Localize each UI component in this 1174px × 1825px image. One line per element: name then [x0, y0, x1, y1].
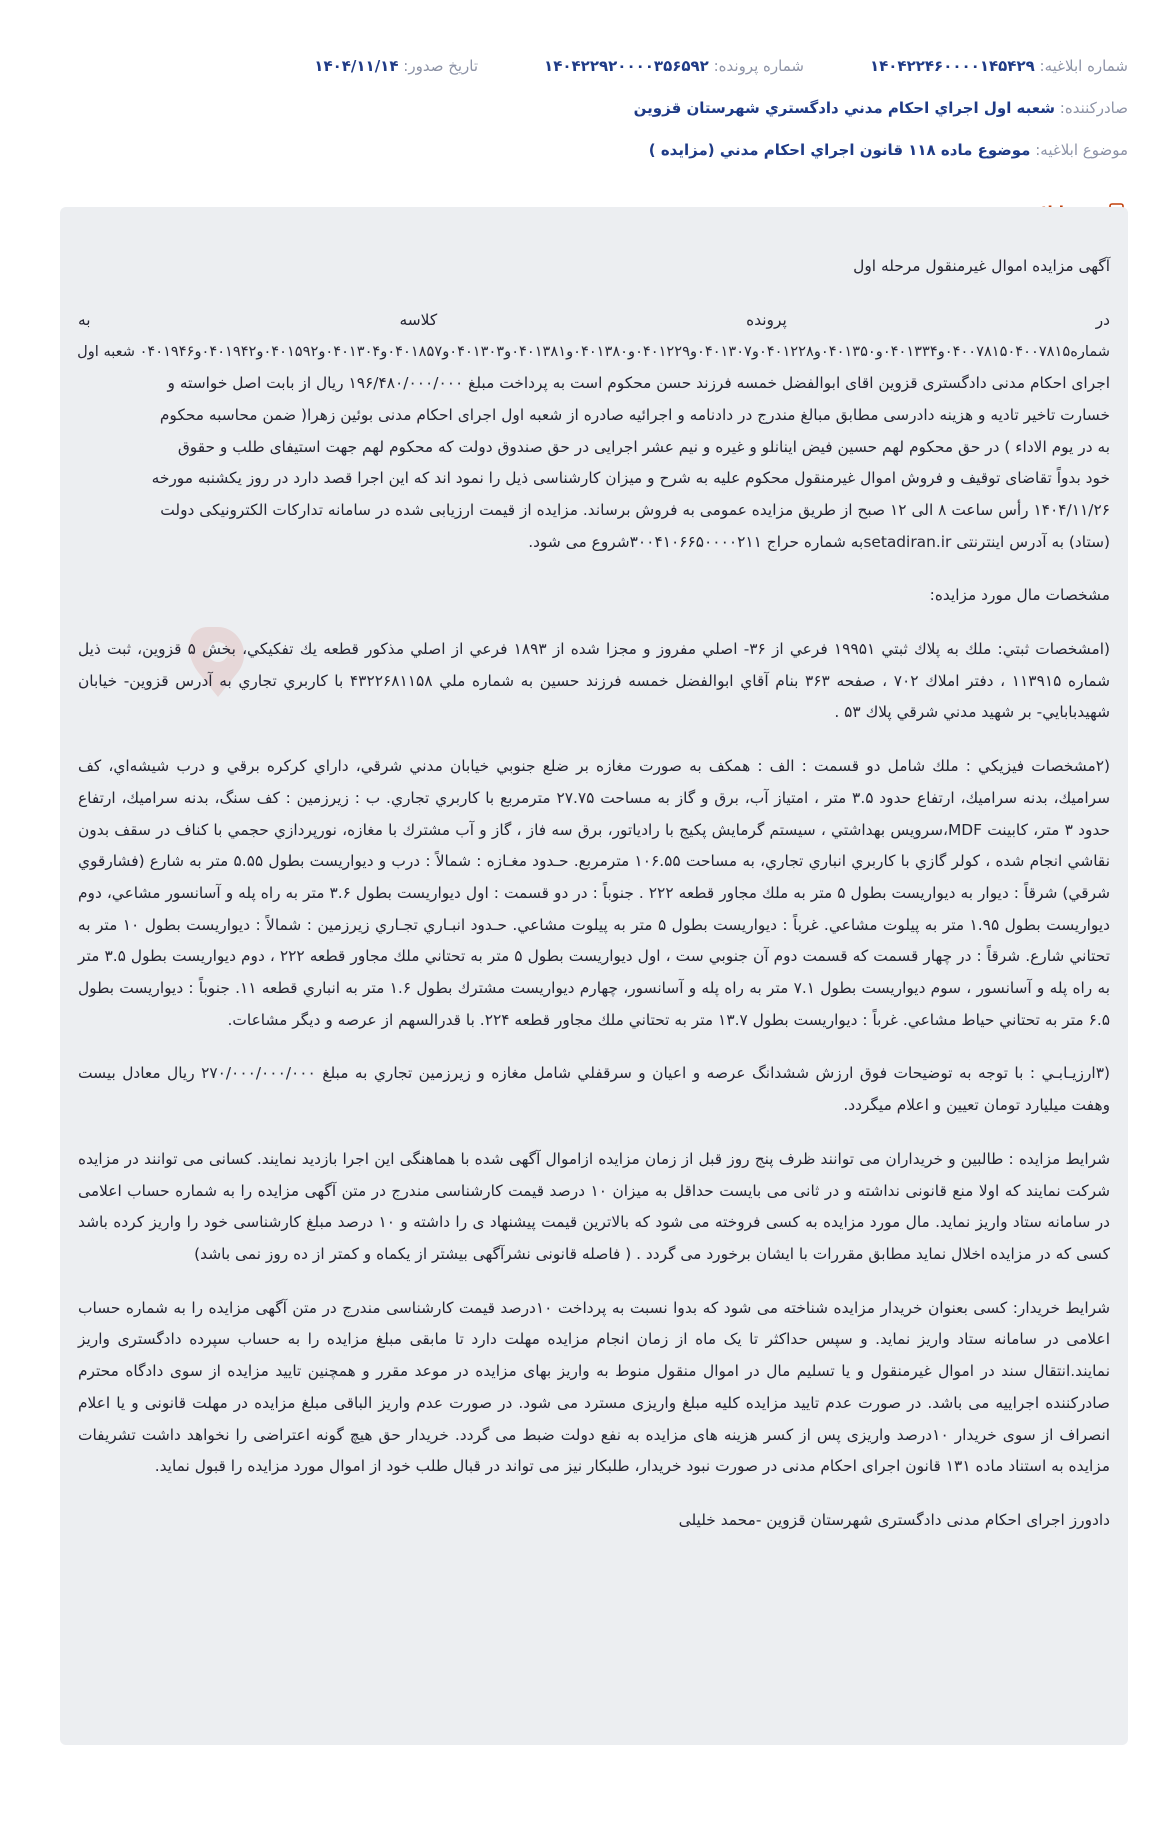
signature: دادورز اجرای احکام مدنی دادگستری شهرستان قزوین -محمد خلیلی	[678, 1510, 1110, 1529]
valuation: (۳ارزيـابـي : با توجه به توضيحات فوق ارزش ششدانگ عرصه و اعيان و سرقفلي شامل مغازه و زيرزمين تجاري به مبلغ ۲۷۰/۰۰۰/۰۰۰/۰۰۰ ريال معادل بيست وهفت ميليارد تومان تعيين و اعلام ميگردد.	[78, 1064, 1110, 1115]
registry-spec: (امشخصات ثبتي: ملك به پلاك ثبتي ۱۹۹۵۱ فرعي از ۳۶- اصلي مفروز و مجزا شده از ۱۸۹۳ فرعي از اصلي مذكور قطعه يك تفكيكي، بخش ۵ قزوين، ثبت ذيل شماره ۱۱۳۹۱۵ ، دفتر املاك ۷۰۲ ، صفحه ۳۶۳ بنام آقاي ابوالفضل خمسه فرزند حسين به شماره ملي ۴۳۲۲۶۸۱۱۵۸ با كاربري تجاري به آدرس قزوين- خيابان شهيدبابايي- بر شهيد مدني شرقي پلاك ۵۳ .	[78, 640, 1110, 722]
subject: موضوع ماده ۱۱۸ قانون اجراي احكام مدني (مزايده )	[648, 141, 1031, 159]
notice-number: ۱۴۰۴۲۲۴۶۰۰۰۰۱۴۵۴۲۹	[869, 57, 1035, 75]
physical-spec: (۲مشخصات فيزيكي : ملك شامل دو قسمت : الف : همكف به صورت مغازه بر ضلع جنوبي خيابان مدني شرقي، داراي كركره برقي و درب شيشه‌اي، كف سراميك، بدنه سراميك، ارتفاع حدود ۳.۵ متر ، امتياز آب، برق و گاز به مساحت ۲۷.۷۵ مترمربع با كاربري تجاري. ب : زيرزمين : كف سنگ، بدنه سراميك، ارتفاع حدود ۳ متر، كابينت MDF،سرويس بهداشتي ، سيستم گرمايش پكيج با رادياتور، برق سه فاز ، گاز و آب مشترك با مغازه، نورپردازي حجمي با كناف در سقف بدون نقاشي انجام شده ، كولر گازي با كاربري انباري تجاري، به مساحت ۱۰۶.۵۵ مترمربع. حـدود مغـازه : شمالاً : درب و ديواريست بطول ۵.۵۵ متر به شارع (فشارقوي شرقي) شرقاً : ديوار به ديواريست بطول ۵ متر به ملك مجاور قطعه ۲۲۲ . جنوباً : در دو قسمت : اول ديواريست بطول ۳.۶ متر به راه پله و آسانسور مشاعي، دوم ديواريست بطول ۱.۹۵ متر به پيلوت مشاعي. غرباً : ديواريست بطول ۵ متر به پيلوت مشاعي. حـدود انبـاري تجـاري زيرزمين : شمالاً : ديواريست بطول ۱۰ متر به تحتاني شارع. شرقاً : در چهار قسمت كه قسمت دوم آن جنوبي ست ، اول ديواريست بطول ۵ متر به تحتاني ملك مجاور قطعه ۲۲۲ ، دوم ديواريست بطول ۳.۵ متر به راه پله و آسانسور ، سوم ديواريست بطول ۷.۱ متر به راه پله و آسانسور، چهارم ديواريست مشترك بطول ۱.۶ متر به انباري قطعه ۱۱. جنوباً : ديواريست بطول ۶.۵ متر به تحتاني حياط مشاعي. غرباً : ديواريست بطول ۱۳.۷ متر به تحتاني ملك مجاور قطعه ۲۲۴. با قدرالسهم از عرصه و ديگر مشاعات.	[78, 757, 1110, 1029]
notice-content-box	[60, 207, 1128, 1745]
issuer-label: صادرکننده:	[1059, 99, 1128, 117]
intro-line: اجرای احکام مدنی دادگستری قزوین اقای ابوالفضل خمسه فرزند حسن محکوم است به پرداخت مبلغ ۱۹۶/۴۸۰/۰۰۰/۰۰۰ ریال از بابت اصل خواسته و	[167, 374, 1110, 393]
intro-word: پرونده	[746, 310, 787, 329]
subject-row	[46, 141, 1128, 159]
issue-date-group	[314, 57, 478, 75]
file-number-group	[544, 57, 804, 75]
buyer-terms: شرایط خریدار: کسی بعنوان خریدار مزایده شناخته می شود که بدوا نسبت به پرداخت ۱۰درصد قیمت کارشناسی مندرج در متن آگهی مزایده را به شماره حساب اعلامی در سامانه ستاد واریز نماید. و سپس حداکثر تا یک ماه از زمان انجام مزایده مهلت دارد تا مابقی مبلغ مزایده را به حساب سپرده دادگستری واریز نمایند.انتقال سند در اموال غیرمنقول و یا تسلیم مال در اموال منقول منوط به واریز بهای مزایده در موعد مقرر و همچنین تایید مزایده از سوی دادگاه محترم صادرکننده اجراییه می باشد. در صورت عدم تایید مزایده کلیه مبلغ واریزی مسترد می شود. در صورت عدم واریز الباقی مبلغ مزایده در مهلت قانونی و یا اعلام انصراف از سوی خریدار ۱۰درصد واریزی پس از کسر هزینه های مزایده به نفع دولت ضبط می گردد. خریدار حق هیچ گونه اعتراضی را نخواهد داشت تشریفات مزایده به استناد ماده ۱۳۱ قانون اجرای احکام مدنی در صورت نبود خریدار، طلبکار نیز می تواند در قبال طلب خود از اموال مورد مزایده را قبول نماید.	[78, 1298, 1111, 1476]
issuer-row	[46, 99, 1128, 117]
intro-word: به	[78, 310, 91, 329]
notice-body	[78, 251, 1110, 1537]
subject-label: موضوع ابلاغیه:	[1035, 141, 1128, 159]
notice-meta-row	[46, 57, 1128, 75]
intro-line: (ستاد) به آدرس اینترنتی setadiran.irبه شماره حراج ۳۰۰۴۱۰۶۶۵۰۰۰۰۲۱۱شروع می شود.	[528, 532, 1110, 551]
notice-number-label: شماره ابلاغيه:	[1039, 57, 1128, 75]
file-number: ۱۴۰۴۲۲۹۲۰۰۰۰۳۵۶۵۹۲	[544, 57, 709, 75]
intro-line: خود بدواً تقاضای توقیف و فروش اموال غیرمنقول محکوم علیه به شرح و میزان کارشناسی ذیل را نمود اند که این اجرا قصد دارد در روز یکشنبه مورخه	[151, 469, 1110, 488]
issue-date-label: تاريخ صدور:	[403, 57, 479, 75]
issue-date: ۱۴۰۴/۱۱/۱۴	[314, 57, 399, 75]
issuer: شعبه اول اجراي احكام مدني دادگستري شهرستان قزوين	[633, 99, 1055, 117]
intro-line: به در یوم الاداء ) در حق محکوم لهم حسین فیض اینانلو و غیره و نیم عشر اجرایی در حق صندوق دولت که محکوم لهم جهت استیفای طلب و حقوق	[177, 437, 1110, 456]
auction-terms: شرایط مزایده : طالبین و خریداران می توانند ظرف پنج روز قبل از زمان مزایده ازاموال آگهی شده با هماهنگی این اجرا بازدید نمایند. کسانی می توانند در مزایده شرکت نمایند که اولا منع قانونی نداشته و در ثانی می بایست حداقل به میزان ۱۰ درصد قیمت کارشناسی مندرج در متن آگهی مزایده را به شماره حساب اعلامی در سامانه ستاد واریز نماید. مال مورد مزایده به کسی فروخته می شود که بالاترین قیمت پیشنهاد ی را داشته و ۱۰ درصد مبلغ کارشناسی خود را واریز کرده باشد کسی که در مزایده اخلال نماید مطابق مقررات با ایشان برخورد می گردد . ( فاصله قانونی نشرآگهی بیشتر از یکماه و کمتر از ده روز نمی باشد)	[78, 1149, 1110, 1263]
intro-line: شماره۰۴۰۰۷۸۱۵۰۴۰۰۷۸۱۵و۰۴۰۱۳۳۴و۰۴۰۱۳۵۰و۰۴۰۱۲۲۸و۰۴۰۱۳۰۷و۰۴۰۱۲۲۹و۰۴۰۱۳۸۰و۰۴۰۱۳۸۱و۰۴۰۱۳۰۳و۰۴۰۱۸۵۷و۰۴۰۱۳۰۴و۰۴۰۱۵۹۲و۰۴۰۱۹۴۲و۰۴۰۱۹۴۶ شعبه اول	[77, 343, 1110, 361]
intro-line: ۱۴۰۴/۱۱/۲۶ رأس ساعت ۸ الی ۱۲ صبح از طریق مزایده عمومی به فروش برساند. مزایده از قیمت ارزیابی شده در سامانه تدارکات الکترونیکی دولت	[160, 500, 1110, 519]
notice-number-group	[870, 57, 1128, 75]
notice-heading: آگهی مزایده اموال غیرمنقول مرحله اول	[853, 257, 1110, 275]
intro-word: در	[1095, 310, 1110, 329]
intro-first-line	[78, 305, 1110, 337]
file-number-label: شماره پرونده:	[713, 57, 804, 75]
intro-word: کلاسه	[399, 310, 438, 329]
intro-line: خسارت تاخیر تادیه و هزینه دادرسی مطابق مبالغ مندرج در دادنامه و اجرائیه صادره از شعبه اول اجرای احکام مدنی بوئین زهرا( ضمن محاسبه محکوم	[159, 405, 1110, 424]
specs-heading: مشخصات مال مورد مزایده:	[929, 586, 1110, 605]
